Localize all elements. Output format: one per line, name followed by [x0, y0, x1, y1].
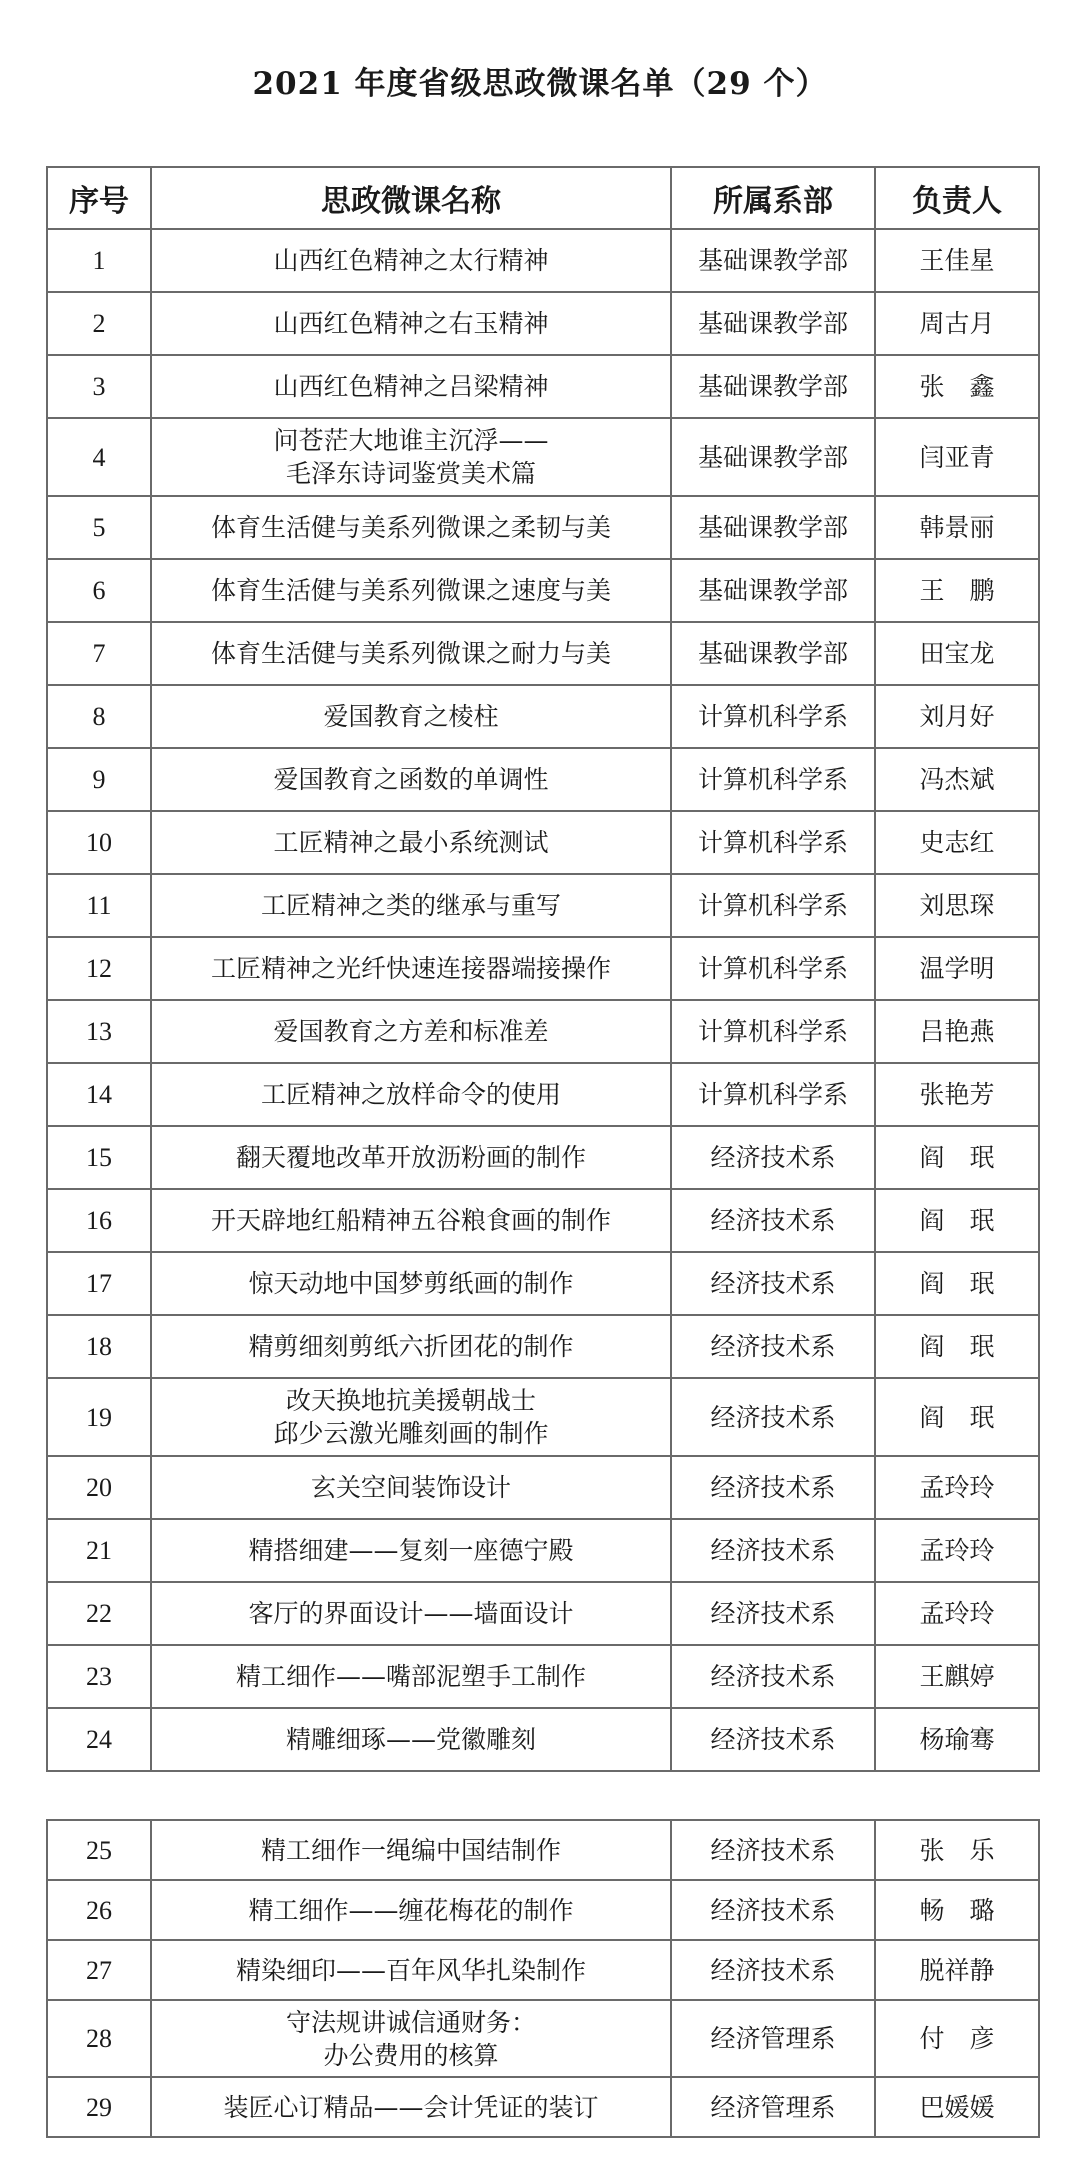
row-number: 8 — [47, 685, 151, 748]
course-name-cell — [151, 496, 671, 559]
course-name-line: 精剪细刻剪纸六折团花的制作 — [248, 1332, 574, 1361]
course-name-cell — [151, 685, 671, 748]
person-cell: 孟玲玲 — [875, 1582, 1039, 1645]
department-cell: 经济管理系 — [671, 2077, 875, 2137]
table-row — [47, 355, 1039, 418]
person-cell: 周古月 — [875, 292, 1039, 355]
course-name-line: 工匠精神之类的继承与重写 — [260, 891, 561, 920]
course-name-line: 改天换地抗美援朝战士 — [285, 1386, 536, 1415]
person-cell: 闫亚青 — [875, 418, 1039, 496]
course-name-cell — [151, 1378, 671, 1456]
table-row — [47, 1315, 1039, 1378]
course-name-cell — [151, 622, 671, 685]
course-name-line: 爱国教育之方差和标准差 — [273, 1017, 549, 1046]
person-cell: 阎 珉 — [875, 1315, 1039, 1378]
course-name-cell — [151, 1000, 671, 1063]
header-person: 负责人 — [875, 167, 1039, 229]
row-number: 22 — [47, 1582, 151, 1645]
course-name-cell — [151, 1252, 671, 1315]
course-name-line: 山西红色精神之右玉精神 — [273, 309, 549, 338]
department-cell: 基础课教学部 — [671, 229, 875, 292]
course-name-line: 装匠心订精品——会计凭证的装订 — [223, 2092, 599, 2122]
person-cell: 张 乐 — [875, 1820, 1039, 1880]
department-cell: 计算机科学系 — [671, 1063, 875, 1126]
course-name-line: 山西红色精神之太行精神 — [273, 246, 549, 275]
course-name-line: 工匠精神之放样命令的使用 — [260, 1080, 561, 1109]
row-number: 5 — [47, 496, 151, 559]
course-name-cell — [151, 874, 671, 937]
table-row — [47, 1378, 1039, 1456]
row-number: 17 — [47, 1252, 151, 1315]
person-cell: 阎 珉 — [875, 1126, 1039, 1189]
person-cell: 温学明 — [875, 937, 1039, 1000]
department-cell: 经济技术系 — [671, 1456, 875, 1519]
department-cell: 基础课教学部 — [671, 496, 875, 559]
row-number: 9 — [47, 748, 151, 811]
table-row — [47, 1940, 1039, 2000]
table-header-row — [47, 167, 1039, 229]
course-name-line: 精工细作——缠花梅花的制作 — [248, 1895, 574, 1925]
course-name-cell — [151, 1315, 671, 1378]
department-cell: 经济技术系 — [671, 1708, 875, 1771]
person-cell: 畅 璐 — [875, 1880, 1039, 1940]
department-cell: 计算机科学系 — [671, 937, 875, 1000]
department-cell: 经济技术系 — [671, 1189, 875, 1252]
course-table-part-2 — [46, 1819, 1040, 2138]
course-name-line: 办公费用的核算 — [323, 2040, 499, 2070]
department-cell: 经济技术系 — [671, 1315, 875, 1378]
row-number: 1 — [47, 229, 151, 292]
person-cell: 孟玲玲 — [875, 1456, 1039, 1519]
course-name-line: 爱国教育之棱柱 — [323, 702, 499, 731]
table-row — [47, 1000, 1039, 1063]
department-cell: 计算机科学系 — [671, 811, 875, 874]
document-title: 2021 年度省级思政微课名单（29 个） — [252, 66, 828, 102]
course-name-line: 精搭细建——复刻一座德宁殿 — [248, 1536, 574, 1565]
department-cell: 经济管理系 — [671, 2000, 875, 2077]
table-row — [47, 1189, 1039, 1252]
person-cell: 刘月好 — [875, 685, 1039, 748]
table-row — [47, 559, 1039, 622]
course-name-line: 爱国教育之函数的单调性 — [273, 765, 549, 794]
table-row — [47, 2077, 1039, 2137]
table-row — [47, 1582, 1039, 1645]
row-number: 13 — [47, 1000, 151, 1063]
row-number: 10 — [47, 811, 151, 874]
row-number: 7 — [47, 622, 151, 685]
course-name-line: 问苍茫大地谁主沉浮—— — [273, 426, 549, 455]
row-number: 21 — [47, 1519, 151, 1582]
course-name-cell — [151, 1126, 671, 1189]
table-row — [47, 1708, 1039, 1771]
row-number: 28 — [47, 2000, 151, 2077]
course-name-line: 精雕细琢——党徽雕刻 — [285, 1725, 536, 1754]
person-cell: 付 彦 — [875, 2000, 1039, 2077]
person-cell: 冯杰斌 — [875, 748, 1039, 811]
person-cell: 脱祥静 — [875, 1940, 1039, 2000]
course-name-line: 惊天动地中国梦剪纸画的制作 — [248, 1269, 574, 1298]
course-name-cell — [151, 1820, 671, 1880]
department-cell: 计算机科学系 — [671, 1000, 875, 1063]
row-number: 4 — [47, 418, 151, 496]
department-cell: 基础课教学部 — [671, 418, 875, 496]
row-number: 3 — [47, 355, 151, 418]
course-name-line: 开天辟地红船精神五谷粮食画的制作 — [210, 1206, 611, 1235]
department-cell: 计算机科学系 — [671, 748, 875, 811]
person-cell: 阎 珉 — [875, 1378, 1039, 1456]
table-row — [47, 1252, 1039, 1315]
course-name-line: 体育生活健与美系列微课之柔韧与美 — [210, 513, 611, 542]
person-cell: 田宝龙 — [875, 622, 1039, 685]
person-cell: 吕艳燕 — [875, 1000, 1039, 1063]
course-name-line: 工匠精神之光纤快速连接器端接操作 — [210, 954, 611, 983]
course-name-cell — [151, 811, 671, 874]
course-name-cell — [151, 1189, 671, 1252]
person-cell: 张艳芳 — [875, 1063, 1039, 1126]
person-cell: 王麒婷 — [875, 1645, 1039, 1708]
course-name-line: 毛泽东诗词鉴赏美术篇 — [285, 459, 536, 488]
table-row — [47, 229, 1039, 292]
department-cell: 基础课教学部 — [671, 355, 875, 418]
course-name-cell — [151, 292, 671, 355]
course-name-line: 体育生活健与美系列微课之耐力与美 — [210, 639, 611, 668]
course-name-cell — [151, 1940, 671, 2000]
table-row — [47, 1880, 1039, 1940]
department-cell: 经济技术系 — [671, 1252, 875, 1315]
department-cell: 基础课教学部 — [671, 292, 875, 355]
course-name-cell — [151, 1456, 671, 1519]
course-name-cell — [151, 229, 671, 292]
course-name-cell — [151, 1519, 671, 1582]
row-number: 14 — [47, 1063, 151, 1126]
person-cell: 阎 珉 — [875, 1252, 1039, 1315]
department-cell: 计算机科学系 — [671, 685, 875, 748]
course-name-line: 精工细作一绳编中国结制作 — [260, 1835, 561, 1865]
course-name-cell — [151, 937, 671, 1000]
table-row — [47, 1820, 1039, 1880]
row-number: 23 — [47, 1645, 151, 1708]
course-name-line: 客厅的界面设计——墙面设计 — [248, 1599, 574, 1628]
course-name-cell — [151, 2077, 671, 2137]
person-cell: 刘思琛 — [875, 874, 1039, 937]
course-name-cell — [151, 1645, 671, 1708]
header-department: 所属系部 — [671, 167, 875, 229]
row-number: 29 — [47, 2077, 151, 2137]
course-name-cell — [151, 1708, 671, 1771]
row-number: 24 — [47, 1708, 151, 1771]
table-row — [47, 622, 1039, 685]
department-cell: 计算机科学系 — [671, 874, 875, 937]
person-cell: 王佳星 — [875, 229, 1039, 292]
row-number: 2 — [47, 292, 151, 355]
course-name-cell — [151, 748, 671, 811]
department-cell: 经济技术系 — [671, 1519, 875, 1582]
person-cell: 史志红 — [875, 811, 1039, 874]
course-name-cell — [151, 355, 671, 418]
header-number: 序号 — [47, 167, 151, 229]
row-number: 19 — [47, 1378, 151, 1456]
row-number: 26 — [47, 1880, 151, 1940]
course-table-part-1 — [46, 166, 1040, 1772]
course-name-cell — [151, 418, 671, 496]
department-cell: 基础课教学部 — [671, 622, 875, 685]
course-name-line: 精工细作——嘴部泥塑手工制作 — [235, 1662, 586, 1691]
row-number: 25 — [47, 1820, 151, 1880]
person-cell: 杨瑜骞 — [875, 1708, 1039, 1771]
table-row — [47, 1063, 1039, 1126]
table-row — [47, 1519, 1039, 1582]
row-number: 18 — [47, 1315, 151, 1378]
course-name-line: 翻天覆地改革开放沥粉画的制作 — [235, 1143, 586, 1172]
department-cell: 经济技术系 — [671, 1820, 875, 1880]
row-number: 16 — [47, 1189, 151, 1252]
row-number: 15 — [47, 1126, 151, 1189]
course-name-cell — [151, 1880, 671, 1940]
table-row — [47, 418, 1039, 496]
department-cell: 经济技术系 — [671, 1582, 875, 1645]
person-cell: 韩景丽 — [875, 496, 1039, 559]
table-row — [47, 496, 1039, 559]
person-cell: 孟玲玲 — [875, 1519, 1039, 1582]
row-number: 27 — [47, 1940, 151, 2000]
table-row — [47, 685, 1039, 748]
person-cell: 巴媛媛 — [875, 2077, 1039, 2137]
table-row — [47, 874, 1039, 937]
table-row — [47, 2000, 1039, 2077]
department-cell: 经济技术系 — [671, 1126, 875, 1189]
department-cell: 经济技术系 — [671, 1378, 875, 1456]
row-number: 20 — [47, 1456, 151, 1519]
course-name-line: 体育生活健与美系列微课之速度与美 — [210, 576, 611, 605]
course-name-line: 邱少云激光雕刻画的制作 — [273, 1419, 549, 1448]
person-cell: 王 鹏 — [875, 559, 1039, 622]
department-cell: 基础课教学部 — [671, 559, 875, 622]
person-cell: 阎 珉 — [875, 1189, 1039, 1252]
row-number: 6 — [47, 559, 151, 622]
course-name-cell — [151, 559, 671, 622]
course-name-line: 玄关空间装饰设计 — [310, 1473, 511, 1502]
table-row — [47, 1645, 1039, 1708]
course-name-line: 山西红色精神之吕梁精神 — [273, 372, 549, 401]
row-number: 12 — [47, 937, 151, 1000]
course-name-line: 守法规讲诚信通财务： — [285, 2007, 536, 2037]
course-name-line: 精染细印——百年风华扎染制作 — [235, 1955, 586, 1985]
course-name-cell — [151, 2000, 671, 2077]
course-name-line: 工匠精神之最小系统测试 — [273, 828, 549, 857]
course-name-cell — [151, 1582, 671, 1645]
course-name-cell — [151, 1063, 671, 1126]
table-row — [47, 1456, 1039, 1519]
row-number: 11 — [47, 874, 151, 937]
table-row — [47, 292, 1039, 355]
department-cell: 经济技术系 — [671, 1880, 875, 1940]
table-row — [47, 811, 1039, 874]
department-cell: 经济技术系 — [671, 1645, 875, 1708]
table-row — [47, 937, 1039, 1000]
table-row — [47, 1126, 1039, 1189]
header-course-name: 思政微课名称 — [151, 167, 671, 229]
department-cell: 经济技术系 — [671, 1940, 875, 2000]
person-cell: 张 鑫 — [875, 355, 1039, 418]
table-row — [47, 748, 1039, 811]
